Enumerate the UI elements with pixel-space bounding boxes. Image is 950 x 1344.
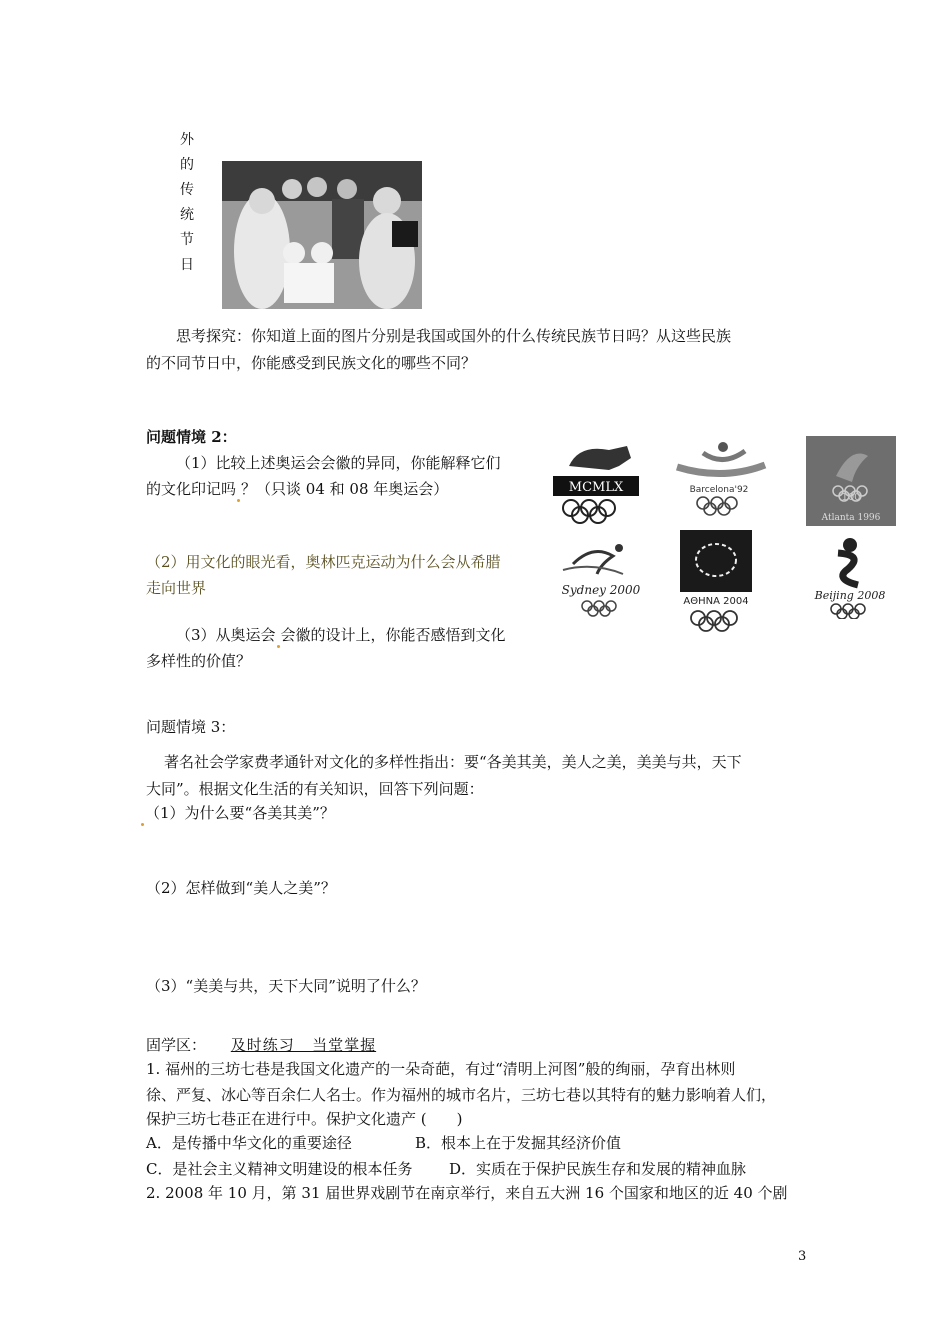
practice-heading: 及时练习 当堂掌握 bbox=[230, 1036, 377, 1054]
sydney-logo-drawing bbox=[553, 534, 653, 618]
sydney-logo-text: Sydney 2000 bbox=[561, 583, 641, 597]
atlanta-logo-drawing bbox=[806, 436, 896, 526]
atlanta-1996-logo bbox=[806, 436, 896, 526]
q1-line3: 保护三坊七巷正在进行中。保护文化遗产 ( ) bbox=[146, 1110, 463, 1128]
sydney-2000-logo bbox=[553, 534, 653, 618]
barcelona-logo-drawing bbox=[673, 437, 773, 517]
q1-line2: 徐、严复、冰心等百余仁人名士。作为福州的城市名片，三坊七巷以其特有的魅力影响着人们， bbox=[146, 1086, 777, 1104]
q2-item1-line2a: 的文化印记吗 bbox=[146, 480, 237, 498]
page-number: 3 bbox=[798, 1249, 807, 1264]
q2-practice-line1: 2. 2008 年 10 月，第 31 届世界戏剧节在南京举行，来自五大洲 16 个国家和地区的近 40 个剧 bbox=[146, 1184, 788, 1202]
vertical-caption bbox=[179, 128, 195, 278]
festival-photo-drawing bbox=[222, 161, 422, 309]
athens-2004-logo bbox=[676, 530, 760, 632]
caption-char: 日 bbox=[180, 257, 194, 273]
q3-intro-line1: 著名社会学家费孝通针对文化的多样性指出：要“各美其美，美人之美，美美与共，天下 bbox=[164, 753, 742, 771]
q3-title: 问题情境 3： bbox=[146, 718, 236, 736]
beijing-2008-logo bbox=[808, 535, 892, 619]
atlanta-logo-text: Atlanta 1996 bbox=[821, 513, 881, 523]
q1-option-c: C．是社会主义精神文明建设的根本任务 bbox=[146, 1160, 413, 1178]
q3-sub1 bbox=[140, 800, 335, 826]
beijing-logo-text: Beijing 2008 bbox=[814, 589, 886, 602]
q3-sub3: （3）“美美与共，天下大同”说明了什么？ bbox=[146, 977, 426, 995]
think-line-1: 思考探究：你知道上面的图片分别是我国或国外的什么传统民族节日吗？从这些民族 bbox=[176, 327, 732, 345]
q2-item3-line2: 多样性的价值？ bbox=[146, 652, 252, 670]
athens-logo-text: ΑΘΗΝΑ 2004 bbox=[683, 596, 749, 607]
marker-dot bbox=[277, 645, 280, 648]
q1-option-d: D．实质在于保护民族生存和发展的精神血脉 bbox=[449, 1160, 747, 1178]
q2-item1-line1: （1）比较上述奥运会会徽的异同，你能解释它们 bbox=[176, 454, 501, 472]
q2-item3-line1b: 会徽的设计上，你能否感悟到文化 bbox=[280, 626, 506, 644]
caption-char: 的 bbox=[180, 157, 194, 173]
q1-line1: 1. 福州的三坊七巷是我国文化遗产的一朵奇葩，有过“清明上河图”般的绚丽，孕育出林则 bbox=[146, 1060, 736, 1078]
caption-char: 外 bbox=[180, 132, 194, 148]
caption-char: 统 bbox=[180, 207, 194, 223]
rome-logo-text: MCMLX bbox=[568, 480, 624, 495]
q1-option-a: A．是传播中华文化的重要途径 bbox=[146, 1134, 352, 1152]
q3-sub2: （2）怎样做到“美人之美”？ bbox=[146, 879, 336, 897]
q3-intro-line2: 大同”。根据文化生活的有关知识，回答下列问题： bbox=[146, 780, 484, 798]
think-line-2: 的不同节日中，你能感受到民族文化的哪些不同？ bbox=[146, 354, 477, 372]
festival-photo bbox=[222, 161, 422, 309]
marker-dot bbox=[141, 823, 144, 826]
barcelona-logo-text: Barcelona'92 bbox=[689, 485, 749, 495]
q1-option-b: B．根本上在于发掘其经济价值 bbox=[415, 1134, 622, 1152]
marker-dot bbox=[237, 499, 240, 502]
rome-logo-drawing bbox=[549, 436, 644, 524]
q2-item3-line1a: （3）从奥运会 bbox=[176, 626, 276, 644]
beijing-logo-drawing bbox=[808, 535, 892, 619]
q3-sub1-text: （1）为什么要“各美其美”？ bbox=[145, 804, 335, 822]
q2-item2-line1: （2）用文化的眼光看，奥林匹克运动为什么会从希腊 bbox=[146, 553, 501, 571]
q2-item2-line2: 走向世界 bbox=[146, 579, 207, 597]
q2-item1-line2 bbox=[146, 476, 448, 502]
q2-item1-line2b: ？（只谈 04 和 08 年奥运会） bbox=[241, 480, 449, 498]
caption-char: 节 bbox=[180, 232, 194, 248]
rome-1960-logo bbox=[549, 436, 644, 524]
practice-label: 固学区： bbox=[146, 1036, 207, 1054]
caption-char: 传 bbox=[180, 182, 194, 198]
athens-logo-drawing bbox=[676, 530, 760, 632]
barcelona-1992-logo bbox=[673, 437, 773, 517]
q2-item3-line1 bbox=[176, 622, 506, 648]
practice-header bbox=[146, 1032, 376, 1058]
atlanta-logo-number: 100 bbox=[841, 492, 861, 503]
q2-title: 问题情境 2： bbox=[146, 428, 237, 446]
